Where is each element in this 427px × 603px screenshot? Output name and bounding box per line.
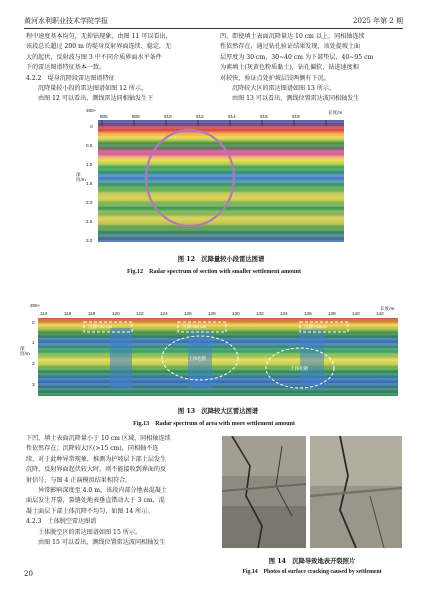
figure-13-caption-en: Fig.13 Radar spectrum of area with more settlement amount bbox=[133, 421, 295, 427]
text-line: 该段总长超过 200 m 的堤身反射界面连续、稳定，无 bbox=[26, 43, 172, 51]
axis-prefix: 265+ bbox=[86, 108, 97, 113]
text-line: 面层发生开裂，裂缝处地表垂直错动大于 3 cm，混 bbox=[26, 497, 165, 505]
text-line: 土体脱空区的雷达图谱如图 15 所示。 bbox=[38, 528, 142, 536]
running-header bbox=[24, 16, 403, 29]
depth-axis-label: 深度/m bbox=[20, 346, 30, 356]
text-line: 由图 13 可以看出，测线位置雷达波同相轴发生 bbox=[232, 95, 360, 103]
axis-tick: 114 bbox=[40, 311, 48, 316]
length-unit-label: 长度/m bbox=[328, 110, 343, 115]
text-line: 下凹，填土表面沉降量小于 10 cm 区域，同相轴连续 bbox=[26, 435, 171, 442]
page-number: 20 bbox=[24, 570, 33, 578]
text-line: 异常影响深度至 4.0 m，该段内部分地表混凝土 bbox=[38, 487, 168, 495]
figure-14-caption-cn: 图 14 沉降导致地表开裂照片 bbox=[268, 558, 356, 565]
axis-tick: 818 bbox=[292, 114, 300, 119]
depth-tick: 1.5 bbox=[86, 181, 93, 186]
axis-tick: 806 bbox=[100, 114, 108, 119]
axis-tick: 138 bbox=[328, 311, 336, 316]
issue-number: 2025 年第 2 期 bbox=[353, 17, 403, 25]
axis-tick: 814 bbox=[228, 114, 236, 119]
axis-tick: 808 bbox=[132, 114, 140, 119]
length-unit-label: 长度/m bbox=[380, 306, 395, 311]
text-line: 大的起伏，反射波与图 3 中不同介质界面水平条件 bbox=[26, 53, 162, 61]
figure-13-caption-cn: 图 13 沉降较大区雷达图谱 bbox=[177, 408, 259, 415]
depth-tick: 2.0 bbox=[86, 200, 93, 205]
text-line: 由图 15 可以看出，测线位置雷达波同相轴发生 bbox=[38, 539, 166, 547]
annotation-label: 土体松散 bbox=[188, 356, 207, 361]
depth-tick: 1 bbox=[32, 340, 35, 345]
axis-tick: 142 bbox=[376, 311, 384, 316]
axis-tick: 118 bbox=[88, 311, 96, 316]
journal-name: 黄河水利职业技术学院学报 bbox=[24, 17, 108, 25]
axis-tick: 134 bbox=[280, 311, 288, 316]
figure-12-caption-cn: 图 12 沉降量较小段雷达图谱 bbox=[177, 256, 265, 263]
axis-tick: 810 bbox=[164, 114, 172, 119]
depth-axis-label: 深度/m bbox=[76, 172, 86, 182]
axis-tick: 132 bbox=[256, 311, 264, 316]
text-line: 凝土面层下部土体沉降不均匀，如图 14 所示。 bbox=[26, 507, 154, 515]
left-column-top bbox=[26, 32, 208, 105]
figure-14-caption-en: Fig.14 Photos of surface cracking caused by settlement bbox=[242, 569, 382, 575]
depth-tick: 1.0 bbox=[86, 162, 93, 167]
axis-tick: 812 bbox=[196, 114, 204, 119]
axis-tick: 128 bbox=[208, 311, 216, 316]
depth-tick: 2 bbox=[32, 361, 35, 366]
text-line: 对较快，验证点处护坡层饺两侧有下沉。 bbox=[220, 74, 330, 82]
text-line: 程中速度基本均匀，无掉钻现象，由图 11 可以看出， bbox=[26, 33, 172, 40]
text-line: 层厚度为 30 cm，30~40 cm 为下部垫层，40~95 cm bbox=[220, 53, 374, 61]
radar-image-13 bbox=[38, 318, 398, 396]
depth-tick: 2.5 bbox=[86, 219, 93, 224]
text-line: 沉降较大区的雷达图谱如图 13 所示。 bbox=[232, 85, 336, 93]
axis-tick: 126 bbox=[184, 311, 192, 316]
left-column-bottom bbox=[26, 434, 208, 548]
axis-tick: 816 bbox=[260, 114, 268, 119]
crack-photo-left bbox=[222, 436, 306, 548]
depth-tick: 3.0 bbox=[86, 238, 93, 243]
annotation-label: 沉降>15cm bbox=[304, 324, 328, 329]
text-line: 续，对于此种异常现象，推测为护坡层下部土层发生 bbox=[26, 455, 167, 463]
axis-tick: 124 bbox=[160, 311, 168, 316]
annotation-label: 土体松散 bbox=[290, 366, 309, 371]
axis-tick: 136 bbox=[304, 311, 312, 316]
axis-tick: 116 bbox=[64, 311, 72, 316]
annotation-label: 沉降<10 cm bbox=[88, 324, 113, 329]
axis-tick: 122 bbox=[136, 311, 144, 316]
depth-tick: 0 bbox=[90, 124, 93, 129]
text-line: 性依然存在，通过钻孔验证结果发现，该处提坡土面 bbox=[220, 43, 361, 51]
figure-12-caption-en: Fig.12 Radar spectrum of section with smaller settlement amount bbox=[126, 269, 302, 275]
section-heading: 4.2.3 土体脱空雷达图谱 bbox=[26, 518, 97, 526]
text-line: 凹，即使填土表面沉降量达 10 cm 以上，同相轴连续 bbox=[220, 33, 365, 40]
depth-tick: 3 bbox=[32, 382, 35, 387]
depth-tick: 0.5 bbox=[86, 143, 93, 148]
text-line: 性依然存在；沉降较大区(>15 cm)，同相轴不连 bbox=[26, 445, 159, 453]
axis-tick: 140 bbox=[352, 311, 360, 316]
radar-image-12 bbox=[98, 120, 344, 242]
axis-prefix: 265+ bbox=[30, 303, 41, 308]
text-line: 沉降，反射界面起伏较大时，则不能接收到界面的反 bbox=[26, 466, 167, 474]
text-line: 为素填土(灰黄色粉质黏土)，钻孔偏软，钻进速度相 bbox=[220, 64, 359, 72]
axis-tick: 120 bbox=[112, 311, 120, 316]
text-line: 沉降量较小段的雷达图谱如图 12 所示。 bbox=[38, 85, 148, 93]
section-heading: 4.2.2 堤身沉降段雷达图谱特征 bbox=[26, 74, 115, 82]
right-column-top bbox=[220, 32, 402, 105]
axis-tick: 130 bbox=[232, 311, 240, 316]
text-line: 由图 12 可以看出，测线雷达同相轴发生下 bbox=[38, 95, 154, 103]
depth-tick: 0 bbox=[32, 320, 35, 325]
crack-photo-right bbox=[310, 436, 402, 548]
text-line: 下的雷达图谱特征基本一致。 bbox=[26, 64, 106, 72]
annotation-label: 沉降>20 cm bbox=[182, 324, 207, 329]
text-line: 射信号，与图 4 正演模拟结果相符合。 bbox=[26, 476, 132, 484]
